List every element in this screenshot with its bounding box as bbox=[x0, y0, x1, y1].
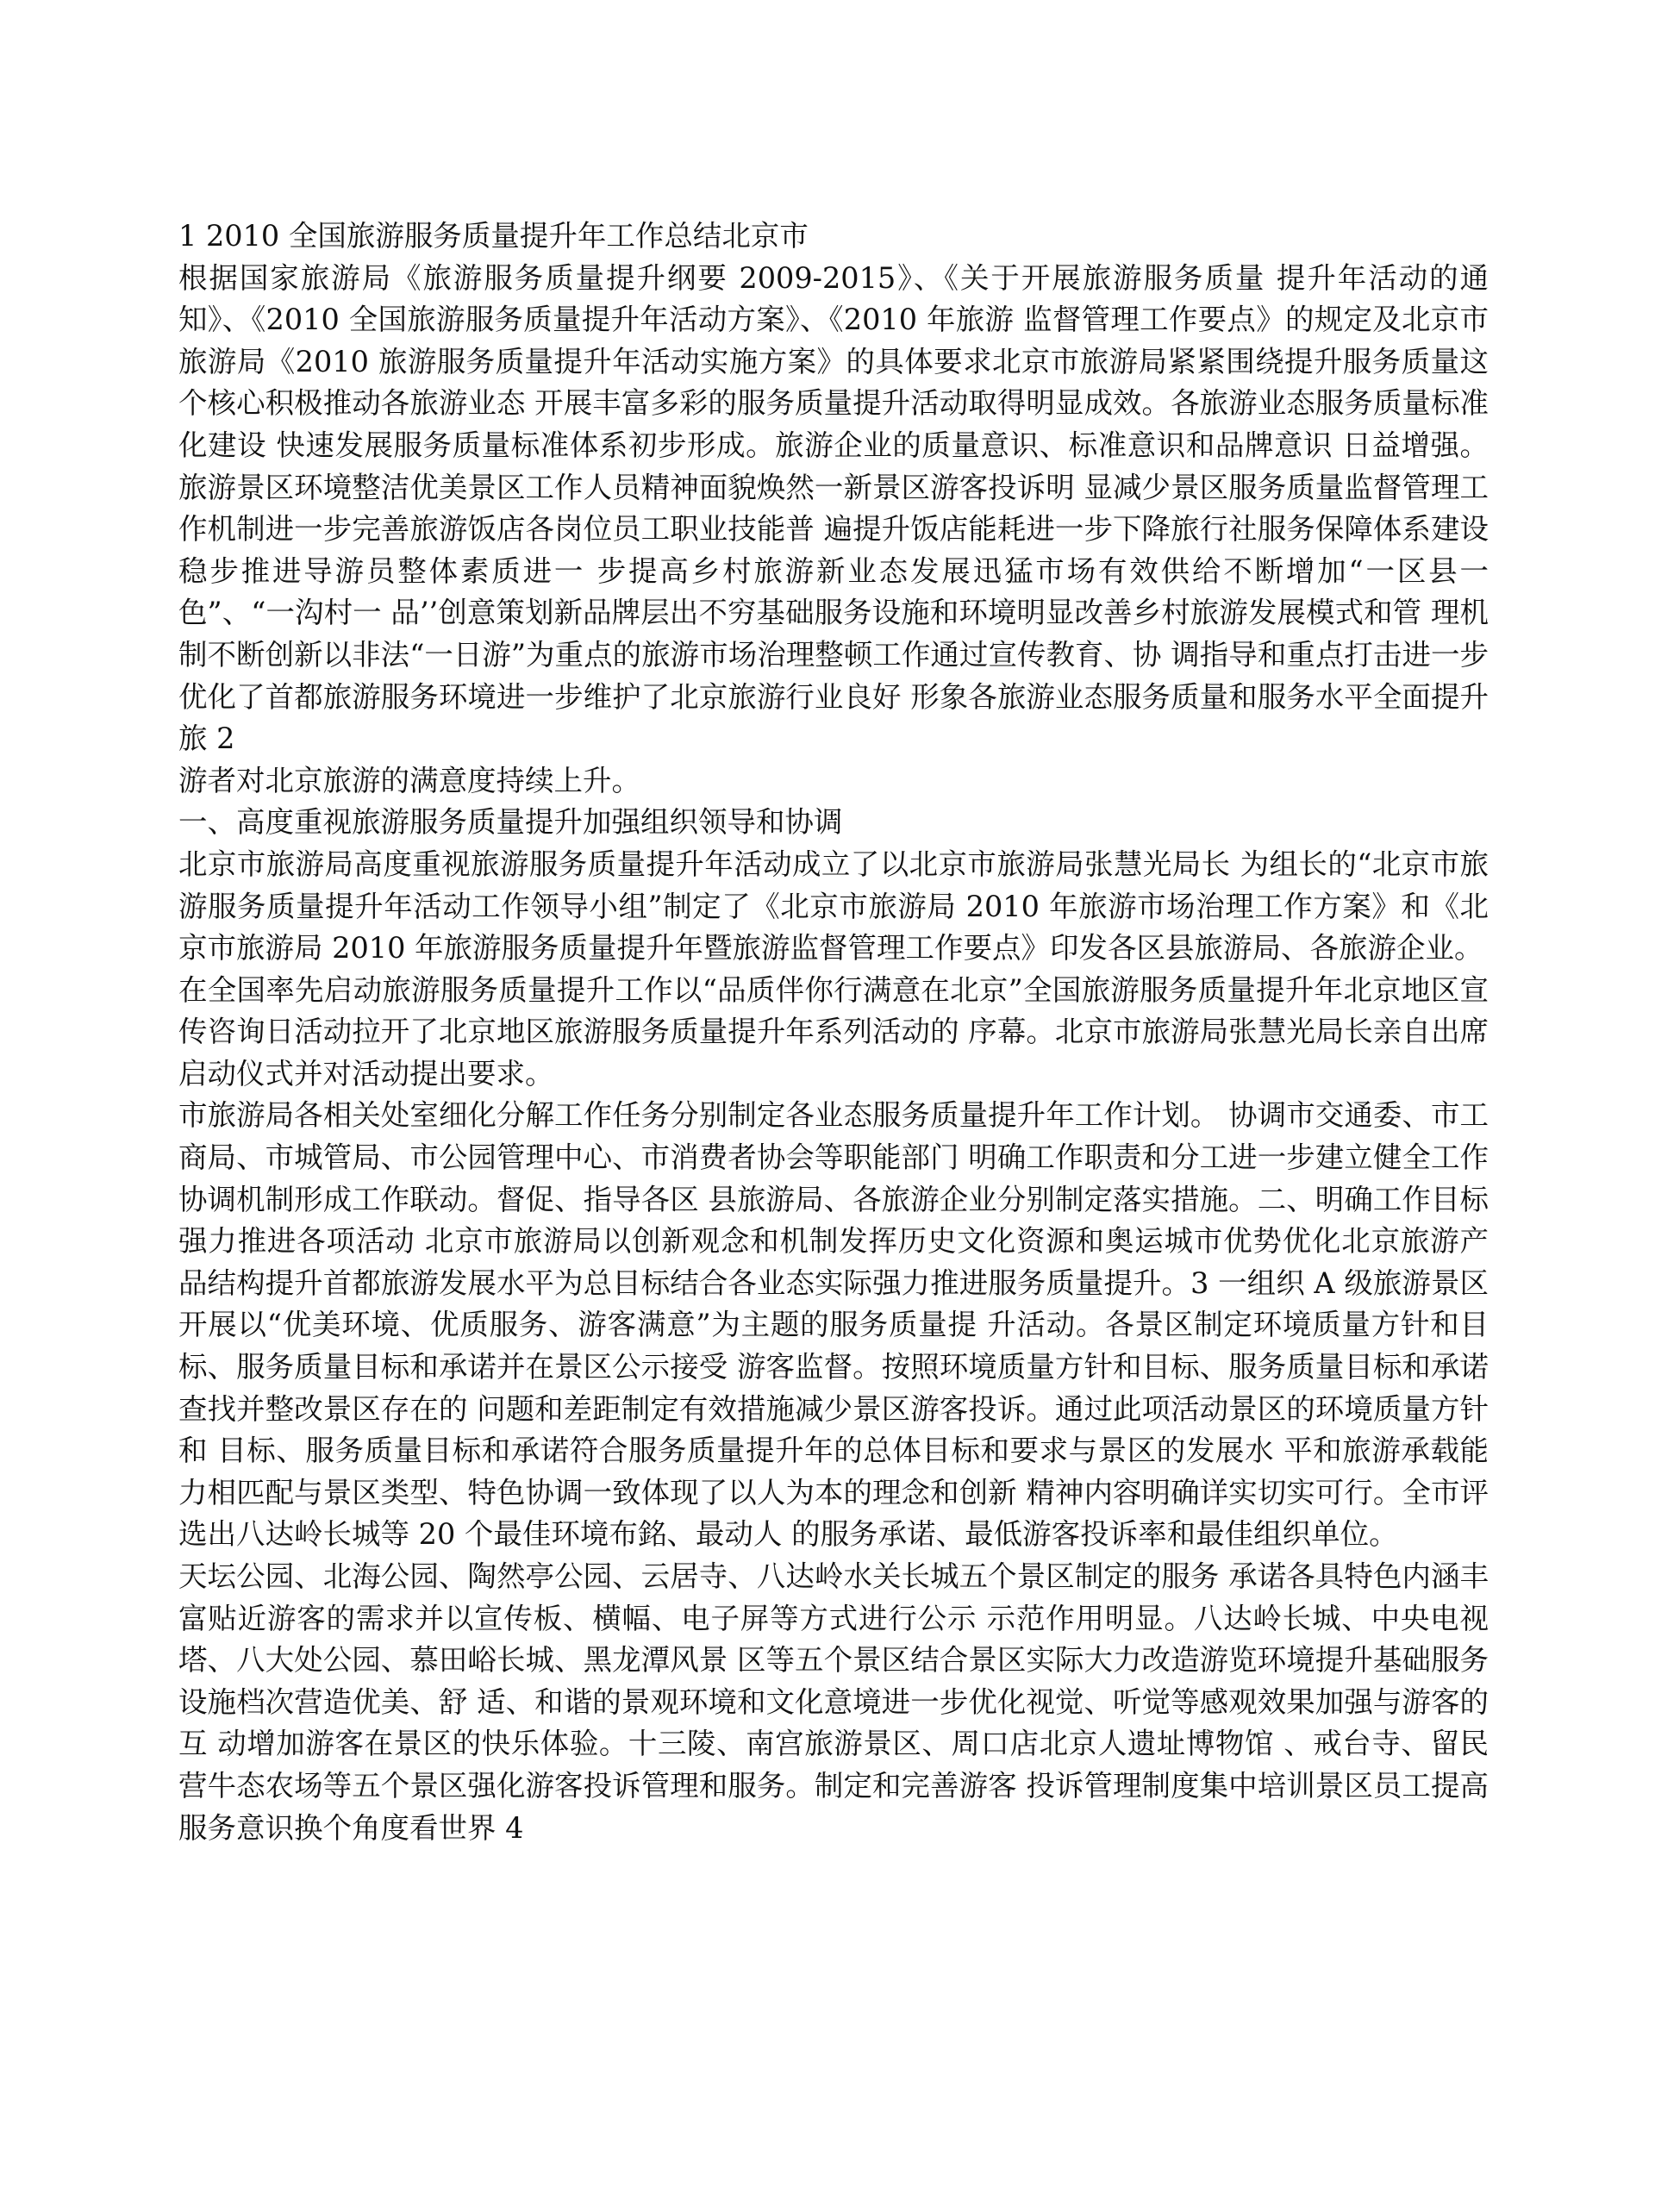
paragraph-intro: 根据国家旅游局《旅游服务质量提升纲要 2009-2015》、《关于开展旅游服务质量 提升年活动的通知》、《2010 全国旅游服务质量提升年活动方案》、《2010 年旅游 监督管理工作要点》的规定及北京市旅游局《2010 旅游服务质量提升年活动实施方案》的具体要求北京市旅游局紧紧围绕提升服务质量这个核心积极推动各旅游业态 开展丰富多彩的服务质量提升活动取得明显成效。各旅游业态服务质量标准化建设 快速发展服务质量标准体系初步形成。旅游企业的质量意识、标准意识和品牌意识 日益增强。旅游景区环境整洁优美景区工作人员精神面貌焕然一新景区游客投诉明 显减少景区服务质量监督管理工作机制进一步完善旅游饭店各岗位员工职业技能普 遍提升饭店能耗进一步下降旅行社服务保障体系建设稳步推进导游员整体素质进一 步提高乡村旅游新业态发展迅猛市场有效供给不断增加“一区县一色”、“一沟村一 品’’创意策划新品牌层出不穷基础服务设施和环境明显改善乡村旅游发展模式和管 理机制不断创新以非法“一日游”为重点的旅游市场治理整顿工作通过宣传教育、协 调指导和重点打击进一步优化了首都旅游服务环境进一步维护了北京旅游行业良好 形象各旅游业态服务质量和服务水平全面提升旅 2 bbox=[178, 260, 1489, 756]
paragraph-continuation: 游者对北京旅游的满意度持续上升。 bbox=[178, 763, 640, 797]
paragraph-coordination: 市旅游局各相关处室细化分解工作任务分别制定各业态服务质量提升年工作计划。 协调市交通委、市工商局、市城管局、市公园管理中心、市消费者协会等职能部门 明确工作职责和分工进一步建立健全工作协调机制形成工作联动。督促、指导各区 县旅游局、各旅游企业分别制定落实措施。二、明确工作目标强力推进各项活动 北京市旅游局以创新观念和机制发挥历史文化资源和奥运城市优势优化北京旅游产 品结构提升首都旅游发展水平为总目标结合各业态实际强力推进服务质量提升。3 一组织 A 级旅游景区开展以“优美环境、优质服务、游客满意”为主题的服务质量提 升活动。各景区制定环境质量方针和目标、服务质量目标和承诺并在景区公示接受 游客监督。按照环境质量方针和目标、服务质量目标和承诺查找并整改景区存在的 问题和差距制定有效措施减少景区游客投诉。通过此项活动景区的环境质量方针和 目标、服务质量目标和承诺符合服务质量提升年的总体目标和要求与景区的发展水 平和旅游承载能力相匹配与景区类型、特色协调一致体现了以人为本的理念和创新 精神内容明确详实切实可行。全市评选出八达岭长城等 20 个最佳环境布銘、最动人 的服务承诺、最低游客投诉率和最佳组织单位。 bbox=[178, 1098, 1489, 1552]
document-body bbox=[178, 216, 1489, 1849]
document-title: 1 2010 全国旅游服务质量提升年工作总结北京市 bbox=[178, 219, 809, 253]
paragraph-scenic-areas: 天坛公园、北海公园、陶然亭公园、云居寺、八达岭水关长城五个景区制定的服务 承诺各具特色内涵丰富贴近游客的需求并以宣传板、横幅、电子屏等方式进行公示 示范作用明显。八达岭长城、中央电视塔、八大处公园、慕田峪长城、黑龙潭风景 区等五个景区结合景区实际大力改造游览环境提升基础服务设施档次营造优美、舒 适、和谐的景观环境和文化意境进一步优化视觉、听觉等感观效果加强与游客的互 动增加游客在景区的快乐体验。十三陵、南宫旅游景区、周口店北京人遗址博物馆 、戒台寺、留民营牛态农场等五个景区强化游客投诉管理和服务。制定和完善游客 投诉管理制度集中培训景区员工提高服务意识换个角度看世界 4 bbox=[178, 1559, 1489, 1845]
paragraph-leadership: 北京市旅游局高度重视旅游服务质量提升年活动成立了以北京市旅游局张慧光局长 为组长的“北京市旅游服务质量提升年活动工作领导小组”制定了《北京市旅游局 2010 年旅游市场治理工作方案》和《北京市旅游局 2010 年旅游服务质量提升年暨旅游监督管理工作要点》印发各区县旅游局、各旅游企业。 bbox=[178, 847, 1489, 965]
paragraph-launch: 在全国率先启动旅游服务质量提升工作以“品质伴你行满意在北京”全国旅游服务质量提升年北京地区宣传咨询日活动拉开了北京地区旅游服务质量提升年系列活动的 序幕。北京市旅游局张慧光局长亲自出席启动仪式并对活动提出要求。 bbox=[178, 972, 1489, 1090]
section-heading-1: 一、高度重视旅游服务质量提升加强组织领导和协调 bbox=[178, 805, 843, 840]
